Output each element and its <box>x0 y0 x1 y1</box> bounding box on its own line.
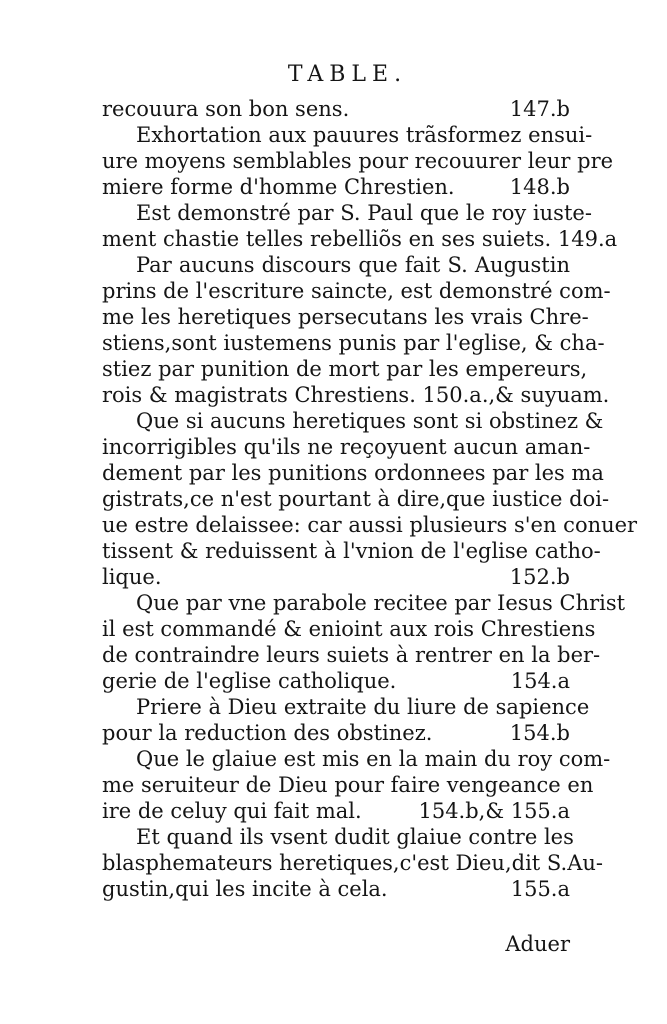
index-line <box>102 590 626 616</box>
index-line-text: prins de l'escriture saincte, est demonstré com- <box>102 279 611 303</box>
index-line-text: ment chastie telles rebelliõs en ses suiets. 149.a <box>102 227 618 251</box>
index-line-text: pour la reduction des obstinez. <box>102 721 433 745</box>
index-line-text: il est commandé & enioint aux rois Chrestiens <box>102 617 596 641</box>
index-line-text: Que par vne parabole recitee par Iesus Christ <box>136 591 626 615</box>
index-line <box>102 564 570 590</box>
index-line <box>102 668 570 694</box>
index-line <box>102 330 605 356</box>
index-line <box>102 876 570 902</box>
index-line-text: incorrigibles qu'ils ne reçoyuent aucun aman- <box>102 435 591 459</box>
index-line-text: lique. <box>102 565 162 589</box>
index-line-text: Et quand ils vsent dudit glaiue contre les <box>136 825 574 849</box>
index-line <box>102 616 596 642</box>
index-line-text: Priere à Dieu extraite du liure de sapience <box>136 695 590 719</box>
index-line <box>102 720 570 746</box>
index-line <box>102 200 592 226</box>
index-line <box>102 122 593 148</box>
index-line-text: me seruiteur de Dieu pour faire vengeance en <box>102 773 594 797</box>
index-line-folio-ref: 154.b <box>509 721 570 745</box>
catchword: Aduer <box>505 932 570 956</box>
index-line <box>102 694 590 720</box>
index-line <box>102 96 570 122</box>
index-line <box>102 226 618 252</box>
index-line-folio-ref: 147.b <box>509 97 570 121</box>
index-line-text: tissent & reduissent à l'vnion de l'eglise catho- <box>102 539 601 563</box>
index-line-text: Par aucuns discours que fait S. Augustin <box>136 253 570 277</box>
index-line-text: de contraindre leurs suiets à rentrer en la ber- <box>102 643 601 667</box>
index-line <box>102 798 570 824</box>
index-line-folio-ref: 155.a <box>510 877 570 901</box>
index-line <box>102 148 614 174</box>
index-line <box>102 434 591 460</box>
index-line-text: Est demonstré par S. Paul que le roy iuste- <box>136 201 592 225</box>
index-line <box>102 512 638 538</box>
index-line-text: Que si aucuns heretiques sont si obstinez & <box>136 409 604 433</box>
index-line-folio-ref: 152.b <box>509 565 570 589</box>
index-line-folio-ref: 148.b <box>509 175 570 199</box>
index-line <box>102 538 601 564</box>
index-line <box>102 304 589 330</box>
index-line-folio-ref: 154.a <box>510 669 570 693</box>
index-line <box>102 746 611 772</box>
index-line-text: stiens,sont iustemens punis par l'eglise, & cha- <box>102 331 605 355</box>
index-line <box>102 382 610 408</box>
index-line-text: dement par les punitions ordonnees par les ma <box>102 461 604 485</box>
index-line <box>102 824 574 850</box>
index-entries <box>102 96 638 902</box>
index-line-text: gustin,qui les incite à cela. <box>102 877 388 901</box>
index-line-folio-ref: 154.b,& 155.a <box>418 799 570 823</box>
index-line <box>102 486 610 512</box>
index-line-text: me les heretiques persecutans les vrais Chre- <box>102 305 589 329</box>
index-line <box>102 278 611 304</box>
index-line-text: gerie de l'eglise catholique. <box>102 669 397 693</box>
index-line-text: gistrats,ce n'est pourtant à dire,que iustice doi- <box>102 487 610 511</box>
index-line-text: recouura son bon sens. <box>102 97 350 121</box>
index-line-text: miere forme d'homme Chrestien. <box>102 175 455 199</box>
index-line-text: blasphemateurs heretiques,c'est Dieu,dit S.Au- <box>102 851 603 875</box>
index-line <box>102 642 601 668</box>
index-line <box>102 460 604 486</box>
index-line <box>102 356 588 382</box>
index-line <box>102 850 603 876</box>
page-header-title: TABLE. <box>287 62 408 87</box>
index-line-text: Que le glaiue est mis en la main du roy com- <box>136 747 611 771</box>
index-line-text: ire de celuy qui fait mal. <box>102 799 362 823</box>
index-line-text: rois & magistrats Chrestiens. 150.a.,& suyuam. <box>102 383 610 407</box>
index-line <box>102 174 570 200</box>
index-line <box>102 772 594 798</box>
index-line-text: ue estre delaissee: car aussi plusieurs s'en conuer <box>102 513 638 537</box>
index-line-text: Exhortation aux pauures trãsformez ensui- <box>136 123 593 147</box>
index-line <box>102 408 604 434</box>
index-line-text: stiez par punition de mort par les empereurs, <box>102 357 588 381</box>
index-line-text: ure moyens semblables pour recouurer leur pre <box>102 149 614 173</box>
index-line <box>102 252 570 278</box>
